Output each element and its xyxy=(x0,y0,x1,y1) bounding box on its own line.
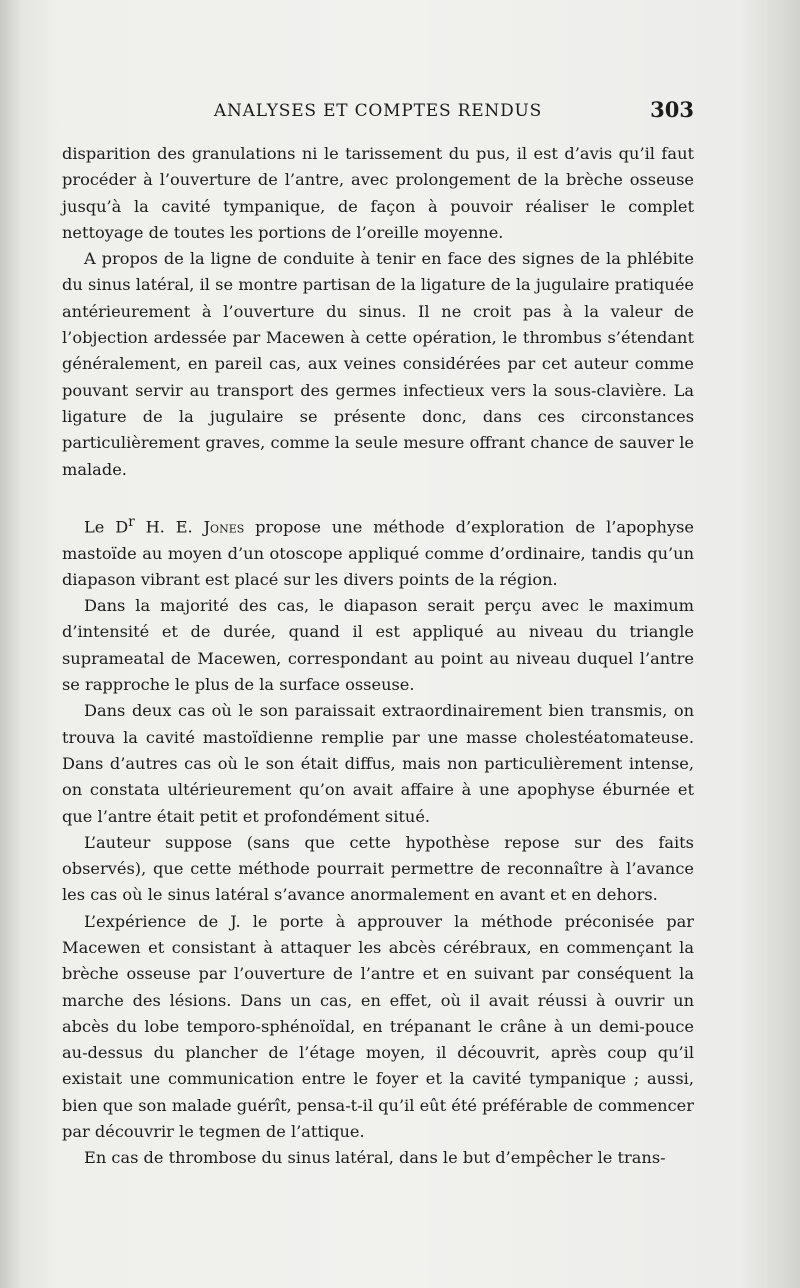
author-initials: H. E. xyxy=(145,517,193,537)
author-prefix-superscript: r xyxy=(128,513,135,530)
running-title: ANALYSES ET COMPTES RENDUS xyxy=(213,101,543,121)
paragraph-thrombosis: En cas de thrombose du sinus latéral, dans le but d’empêcher le trans- xyxy=(84,1148,666,1168)
paragraph-jones-method-text: propose une méthode d’exploration de l’apophyse mastoïde au moyen d’un otoscope appliqué comme d’ordinaire, tandis qu’un diapason vibrant est placé sur les divers points de la région. xyxy=(62,517,694,589)
paragraph-author-supposes: L’auteur suppose (sans que cette hypothèse repose sur des faits observés), que cette méthode pourrait permettre de reconnaître à l’avance les cas où le sinus latéral s’avance anormalement en avant et en dehors. xyxy=(62,832,694,905)
paragraph-jones-method xyxy=(62,509,694,593)
paragraph-two-cases: Dans deux cas où le son paraissait extraordinairement bien transmis, on trouva la cavité mastoïdienne remplie par une masse cholestéatomateuse. Dans d’autres cas où le son était diffus, mais non particulièrement intense, on constata ultérieurement qu’on avait affaire à une apophyse éburnée et que l’antre était petit et profondément situé. xyxy=(62,701,694,826)
author-surname: Jones xyxy=(203,517,245,537)
paragraph-continuation: disparition des granulations ni le tarissement du pus, il est d’avis qu’il faut procéder à l’ouverture de l’antre, avec prolongement de la brèche osseuse jusqu’à la cavité tympanique, de façon à pouvoir réaliser le complet nettoyage de toutes les portions de l’oreille moyenne. xyxy=(62,144,694,242)
paragraph-phlebitis: A propos de la ligne de conduite à tenir en face des signes de la phlébite du sinus latéral, il se montre partisan de la ligature de la jugulaire pratiquée antérieurement à l’ouverture du sinus. Il ne croit pas à la valeur de l’objection ardessée par Macewen à cette opération, le thrombus s’étendant généralement, en pareil cas, aux veines considérées par cet auteur comme pouvant servir au transport des germes infectieux vers la sous-clavière. La ligature de la jugulaire se présente donc, dans ces circonstances particulièrement graves, comme la seule mesure offrant chance de sauver le malade. xyxy=(62,249,694,479)
running-header xyxy=(62,96,694,126)
paragraph-majority-cases: Dans la majorité des cas, le diapason serait perçu avec le maximum d’intensité et de durée, quand il est appliqué au niveau du triangle suprameatal de Macewen, correspondant au point au niveau duquel l’antre se rapproche le plus de la surface osseuse. xyxy=(62,596,694,695)
page-number: 303 xyxy=(650,97,694,122)
paragraph-experience: L’expérience de J. le porte à approuver la méthode préconisée par Macewen et consistant à attaquer les abcès cérébraux, en commençant la brèche osseuse par l’ouverture de l’antre et en suivant par conséquent la marche des lésions. Dans un cas, en effet, où il avait réussi à ouvrir un abcès du lobe temporo-sphénoïdal, en trépanant le crâne à un demi-pouce au-dessus du plancher de l’étage moyen, il découvrit, après coup qu’il existait une communication entre le foyer et la cavité tympanique ; aussi, bien que son malade guérît, pensa-t-il qu’il eût été préférable de commencer par découvrir le tegmen de l’attique. xyxy=(62,911,694,1142)
text-body xyxy=(62,141,694,1172)
author-prefix: Le D xyxy=(84,517,129,537)
